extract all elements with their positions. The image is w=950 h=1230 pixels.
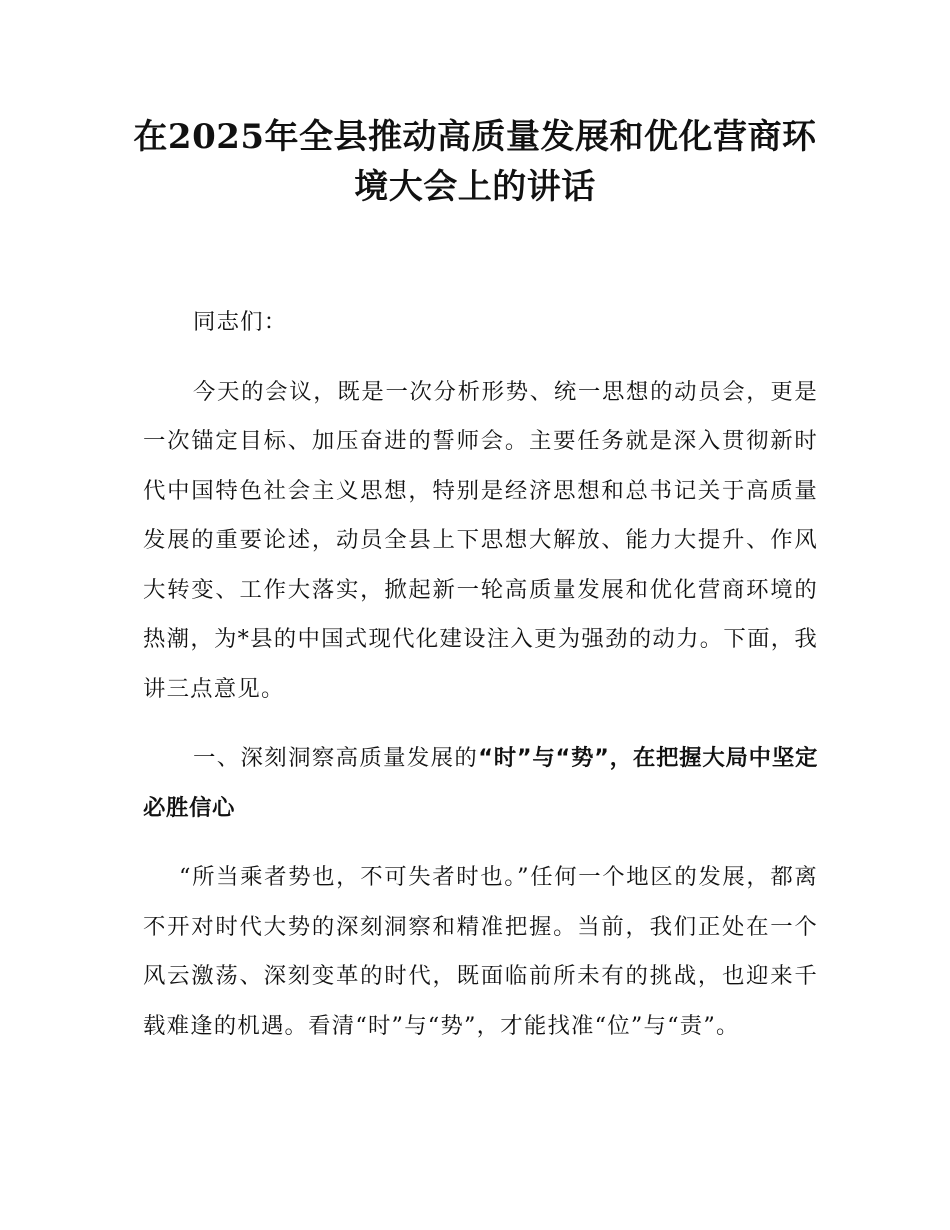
section-heading-1-bold: “时”与“势”，在把握大局中坚定必胜信心 (143, 745, 818, 821)
section-1-paragraph: “所当乘者势也，不可失者时也。”任何一个地区的发展，都离不开对时代大势的深刻洞察和精准把握。当前，我们正处在一个风云激荡、深刻变革的时代，既面临前所未有的挑战，也迎来千载难逢的机遇。看清“时”与“势”，才能找准“位”与“责”。 (143, 864, 818, 1039)
section-heading-1 (143, 734, 818, 833)
intro-paragraph: 今天的会议，既是一次分析形势、统一思想的动员会，更是一次锚定目标、加压奋进的誓师会。主要任务就是深入贯彻新时代中国特色社会主义思想，特别是经济思想和总书记关于高质量发展的重要论述，动员全县上下思想大解放、能力大提升、作风大转变、工作大落实，掀起新一轮高质量发展和优化营商环境的热潮，为*县的中国式现代化建设注入更为强劲的动力。下面，我讲三点意见。 (143, 378, 818, 702)
document-body (143, 298, 818, 1071)
document-title: 在2025年全县推动高质量发展和优化营商环境大会上的讲话 (133, 117, 817, 207)
section-heading-1-plain: 一、深刻洞察高质量发展的 (193, 745, 479, 771)
greeting: 同志们： (193, 309, 288, 335)
